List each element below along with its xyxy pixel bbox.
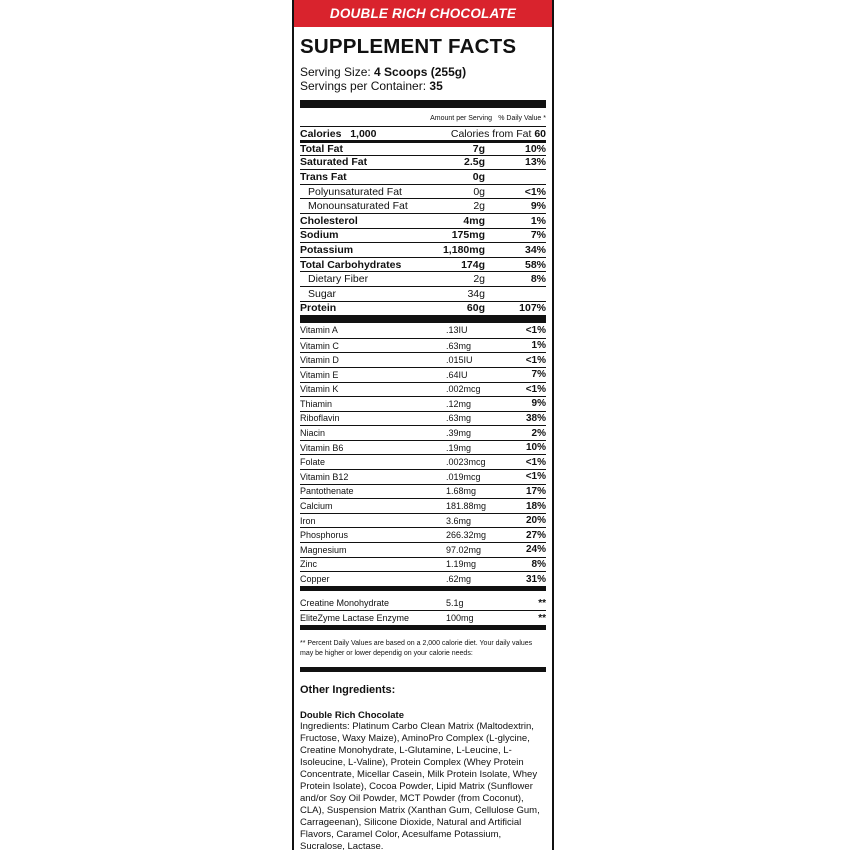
divider-medium	[300, 625, 546, 630]
vitamin-amount: 1.19mg	[446, 559, 477, 570]
nutrient-amount: 175mg	[451, 229, 485, 242]
other-row	[300, 610, 546, 625]
supplement-facts-label	[292, 0, 554, 850]
vitamin-daily-value: 17%	[525, 485, 546, 497]
nutrient-daily-value: 9%	[530, 200, 546, 213]
nutrient-amount: 34g	[467, 287, 485, 300]
vitamin-amount: 1.68mg	[446, 486, 477, 497]
vitamin-daily-value: 18%	[525, 500, 546, 512]
vitamin-row	[300, 338, 546, 353]
nutrient-daily-value: 13%	[524, 156, 546, 169]
vitamin-amount: .015IU	[446, 355, 473, 366]
nutrient-name: Saturated Fat	[300, 156, 368, 169]
nutrient-row	[300, 198, 546, 213]
vitamin-name: Phosphorus	[300, 530, 349, 541]
calories-row	[300, 126, 546, 140]
nutrient-name: Polyunsaturated Fat	[308, 185, 402, 198]
nutrient-amount: 7g	[472, 142, 485, 155]
other-amount: 100mg	[446, 613, 474, 624]
nutrient-row	[300, 184, 546, 199]
vitamin-name: Calcium	[300, 501, 333, 512]
nutrient-amount: 2g	[473, 200, 485, 213]
vitamin-name: Zinc	[300, 559, 318, 570]
vitamin-daily-value: 2%	[531, 427, 546, 439]
vitamin-row	[300, 513, 546, 528]
nutrient-row	[300, 213, 546, 228]
nutrient-daily-value: <1%	[524, 185, 546, 198]
nutrient-amount: 2.5g	[463, 156, 485, 169]
nutrient-amount: 174g	[461, 258, 485, 271]
vitamin-amount: .64IU	[446, 369, 468, 380]
nutrient-name: Potassium	[300, 243, 354, 256]
nutrient-amount: 4mg	[463, 214, 485, 227]
nutrient-daily-value: 107%	[519, 302, 546, 315]
calories-value: 1,000	[350, 127, 377, 140]
divider-thick	[300, 315, 546, 323]
nutrient-amount: 60g	[466, 302, 485, 315]
nutrient-row	[300, 169, 546, 184]
nutrient-row	[300, 286, 546, 301]
vitamin-row	[300, 454, 546, 469]
vitamin-amount: .019mcg	[446, 471, 481, 482]
vitamin-name: Vitamin B6	[300, 442, 344, 453]
vitamin-name: Copper	[300, 574, 330, 585]
vitamin-row	[300, 425, 546, 440]
vitamin-name: Vitamin C	[300, 340, 339, 351]
vitamin-daily-value: <1%	[525, 456, 546, 468]
nutrient-name: Protein	[300, 302, 337, 315]
vitamin-daily-value: 10%	[525, 442, 546, 454]
amount-header: Amount per Serving	[430, 114, 492, 122]
vitamin-daily-value: 1%	[531, 340, 546, 352]
vitamin-row	[300, 352, 546, 367]
servings-value: 35	[429, 79, 443, 93]
nutrient-name: Total Carbohydrates	[300, 258, 402, 271]
other-name: Creatine Monohydrate	[300, 598, 390, 609]
vitamin-name: Pantothenate	[300, 486, 354, 497]
vitamin-name: Riboflavin	[300, 413, 340, 424]
vitamin-daily-value: 8%	[531, 558, 546, 570]
vitamin-list	[300, 323, 546, 586]
other-amount: 5.1g	[446, 598, 464, 609]
vitamin-row	[300, 411, 546, 426]
vitamin-daily-value: <1%	[525, 471, 546, 483]
serving-size-value: 4 Scoops (255g)	[374, 65, 467, 79]
nutrient-daily-value: 34%	[524, 243, 546, 256]
vitamin-daily-value: 27%	[525, 529, 546, 541]
other-daily-value: **	[538, 612, 546, 624]
vitamin-row	[300, 527, 546, 542]
vitamin-amount: 181.88mg	[446, 501, 487, 512]
vitamin-daily-value: 38%	[525, 412, 546, 424]
nutrient-name: Monounsaturated Fat	[308, 200, 408, 213]
nutrient-row	[300, 301, 546, 316]
nutrient-name: Sugar	[308, 287, 337, 300]
ingredients-text: Ingredients: Platinum Carbo Clean Matrix (Maltodextrin, Fructose, Waxy Maize), AminoPro Complex (L-glycine, Creatine Monohydrate, L-Glutamine, L-Leucine, L-Isoleucine, L-Valine), Protein Complex (Whey Protein Concentrate, Micellar Casein, Milk Protein Isolate, Whey Protein Isolate), Cocoa Powder, Lipid Matrix (Sunflower and/or Soy Oil Powder, MCT Powder (from Coconut), CLA), Suspension Matrix (Xanthan Gum, Cellulose Gum, Carrageenan), Silicone Dioxide, Natural and Artificial Flavors, Caramel Color, Acesulfame Potassium, Sucralose, Lactase.	[300, 721, 540, 850]
vitamin-amount: .39mg	[446, 428, 472, 439]
divider-thick	[300, 100, 546, 108]
vitamin-row	[300, 323, 546, 338]
vitamin-row	[300, 484, 546, 499]
vitamin-name: Vitamin E	[300, 369, 339, 380]
other-ingredient-list	[300, 596, 546, 625]
other-ingredients-title: Other Ingredients:	[300, 684, 396, 696]
nutrient-row	[300, 228, 546, 243]
label-body	[300, 27, 546, 850]
vitamin-amount: .13IU	[446, 325, 468, 336]
vitamin-amount: 3.6mg	[446, 515, 472, 526]
vitamin-daily-value: <1%	[525, 354, 546, 366]
dv-header: % Daily Value *	[498, 114, 546, 122]
other-daily-value: **	[538, 597, 546, 609]
vitamin-row	[300, 498, 546, 513]
nutrient-name: Trans Fat	[300, 170, 347, 183]
nutrient-row	[300, 271, 546, 286]
serving-info	[300, 65, 546, 93]
vitamin-amount: .0023mcg	[446, 457, 486, 468]
vitamin-amount: 266.32mg	[446, 530, 487, 541]
vitamin-name: Niacin	[300, 428, 326, 439]
flavor-banner: DOUBLE RICH CHOCOLATE	[294, 0, 552, 27]
nutrient-name: Cholesterol	[300, 214, 358, 227]
vitamin-amount: .002mcg	[446, 384, 481, 395]
vitamin-row	[300, 557, 546, 572]
vitamin-name: Folate	[300, 457, 326, 468]
other-name: EliteZyme Lactase Enzyme	[300, 613, 410, 624]
nutrient-amount: 0g	[473, 185, 485, 198]
vitamin-amount: .12mg	[446, 398, 472, 409]
nutrient-name: Dietary Fiber	[308, 273, 369, 286]
other-row	[300, 596, 546, 611]
calories-label: Calories 1,000	[300, 127, 377, 140]
column-headers	[300, 110, 546, 126]
vitamin-amount: .62mg	[446, 574, 472, 585]
nutrient-row	[300, 155, 546, 170]
vitamin-row	[300, 396, 546, 411]
vitamin-daily-value: 9%	[531, 398, 546, 410]
vitamin-row	[300, 542, 546, 557]
vitamin-amount: .63mg	[446, 340, 472, 351]
nutrient-daily-value: 8%	[530, 273, 546, 286]
vitamin-daily-value: <1%	[525, 324, 546, 336]
vitamin-name: Vitamin K	[300, 384, 339, 395]
serving-size-label: Serving Size:	[300, 65, 371, 79]
nutrient-name: Sodium	[300, 229, 339, 242]
servings-label: Servings per Container:	[300, 79, 427, 93]
vitamin-row	[300, 382, 546, 397]
vitamin-name: Thiamin	[300, 398, 333, 409]
calories-from-fat: Calories from Fat 60	[450, 127, 546, 140]
nutrient-daily-value: 7%	[530, 229, 546, 242]
vitamin-amount: 97.02mg	[446, 544, 482, 555]
nutrient-name: Total Fat	[300, 142, 343, 155]
nutrient-daily-value: 1%	[530, 214, 546, 227]
serving-size	[300, 65, 546, 79]
nutrient-list	[300, 140, 546, 315]
nutrient-row	[300, 257, 546, 272]
nutrient-row	[300, 140, 546, 155]
vitamin-daily-value: 7%	[531, 369, 546, 381]
nutrient-daily-value: 10%	[524, 142, 546, 155]
vitamin-row	[300, 440, 546, 455]
footnote: ** Percent Daily Values are based on a 2,000 calorie diet. Your daily values may be higher or lower dependig on your calorie needs:	[300, 640, 533, 657]
divider-medium	[300, 586, 546, 591]
divider-medium	[300, 667, 546, 672]
vitamin-name: Magnesium	[300, 544, 347, 555]
ingredients-heading: Double Rich Chocolate	[300, 710, 404, 721]
vitamin-daily-value: 31%	[525, 573, 546, 585]
vitamin-name: Vitamin B12	[300, 471, 349, 482]
vitamin-daily-value: 24%	[525, 544, 546, 556]
vitamin-row	[300, 469, 546, 484]
label-title: SUPPLEMENT FACTS	[300, 35, 517, 58]
vitamin-name: Vitamin A	[300, 325, 338, 336]
vitamin-daily-value: 20%	[525, 515, 546, 527]
servings-per-container	[300, 79, 546, 93]
nutrient-amount: 1,180mg	[442, 243, 485, 256]
vitamin-row	[300, 571, 546, 586]
nutrient-amount: 0g	[472, 170, 485, 183]
vitamin-amount: .63mg	[446, 413, 472, 424]
vitamin-amount: .19mg	[446, 442, 472, 453]
vitamin-name: Iron	[300, 515, 316, 526]
vitamin-name: Vitamin D	[300, 355, 339, 366]
nutrient-amount: 2g	[473, 273, 485, 286]
nutrient-daily-value: 58%	[524, 258, 546, 271]
vitamin-row	[300, 367, 546, 382]
vitamin-daily-value: <1%	[525, 383, 546, 395]
nutrient-row	[300, 242, 546, 257]
